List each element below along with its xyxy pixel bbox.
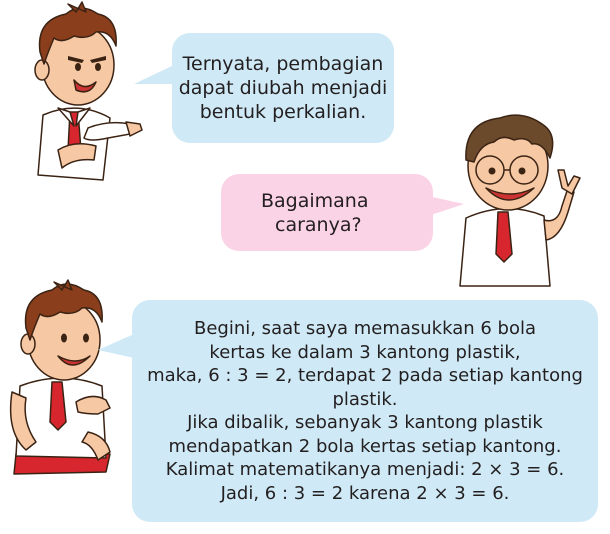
speech-bubble-tail xyxy=(96,332,136,362)
boy-pointing-illustration xyxy=(18,0,148,190)
bubble-3-line-3: maka, 6 : 3 = 2, terdapat 2 pada setiap kantong xyxy=(147,365,583,386)
speech-bubble-1 xyxy=(172,33,394,143)
bubble-3-line-4: plastik. xyxy=(332,388,398,410)
bubble-1-line-2: dapat diubah menjadi xyxy=(178,77,388,99)
bubble-3-line-8: Jadi, 6 : 3 = 2 karena 2 × 3 = 6. xyxy=(220,482,510,504)
bubble-3-line-2: kertas ke dalam 3 kantong plastik, xyxy=(209,341,521,363)
bubble-3-line-1: Begini, saat saya memasukkan 6 bola xyxy=(193,318,537,339)
bubble-2-line-1: Bagaimana xyxy=(261,189,369,212)
boy-explaining-illustration xyxy=(6,282,136,482)
speech-bubble-3 xyxy=(132,300,598,522)
speech-bubble-2 xyxy=(221,174,433,251)
bubble-2-line-2: caranya? xyxy=(275,213,362,236)
bubble-1-line-1: Ternyata, pembagian xyxy=(182,53,384,75)
boy-with-glasses-illustration xyxy=(450,108,600,288)
bubble-3-line-7: Kalimat matematikanya menjadi: 2 × 3 = 6. xyxy=(165,459,565,480)
bubble-3-line-6: mendapatkan 2 bola kertas setiap kantong. xyxy=(168,435,562,457)
bubble-3-line-5: Jika dibalik, sebanyak 3 kantong plastik xyxy=(187,412,543,433)
bubble-1-line-3: bentuk perkalian. xyxy=(199,101,367,123)
